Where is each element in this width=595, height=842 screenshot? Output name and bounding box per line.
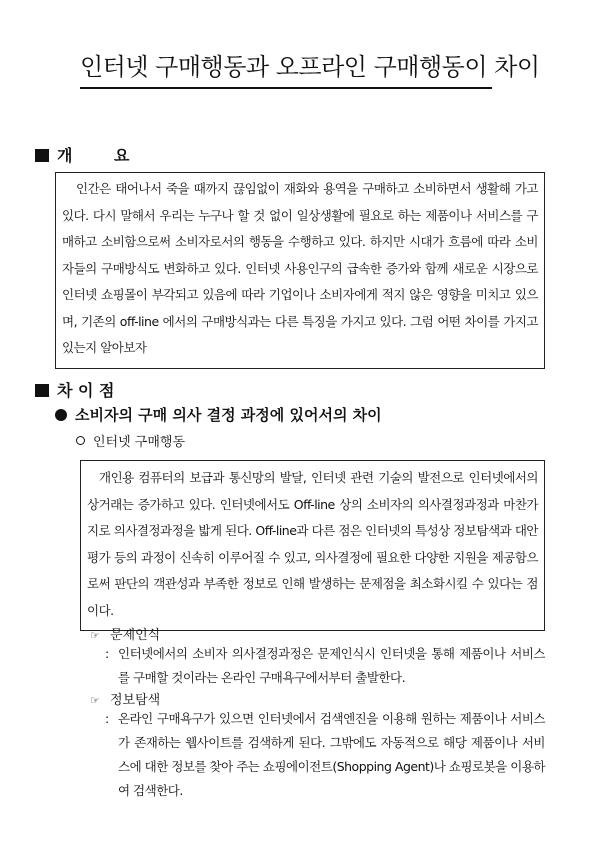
black-square-icon [35,384,49,397]
pointing-hand-icon: ☞ [90,694,100,707]
section-overview-heading [35,143,129,166]
bullet-heading [55,404,382,425]
internet-behavior-text: 개인용 컴퓨터의 보급과 통신망의 발달, 인터넷 관련 기술의 발전으로 인터넷에서의 상거래는 증가하고 있다. 인터넷에서도 Off-line 상의 소비자의 의사결정과정과 마찬가지로 의사결정과정을 밟게 된다. Off-line과 다른 점은 인터넷의 특성상 정보탐색과 대안 평가 등의 과정이 신속히 이루어질 수 있고, 의사결정에 필요한 다양한 지원을 제공함으로써 판단의 객관성과 부족한 정보로 인해 발생하는 문제점을 최소화시킬 수 있다는 점이다. [87,470,538,618]
pointing-hand-icon: ☞ [90,629,100,642]
internet-behavior-box [80,460,545,631]
bullet-heading-text: 소비자의 구매 의사 결정 과정에 있어서의 차이 [75,406,382,424]
document-title: 인터넷 구매행동과 오프라인 구매행동이 차이 [80,53,540,81]
step-heading [90,624,160,643]
step-heading [90,689,160,708]
overview-heading-text: 개 요 [57,146,130,165]
step-label: 정보탐색 [110,693,161,708]
black-square-icon [35,149,49,162]
step-text-block: : 온라인 구매욕구가 있으면 인터넷에서 검색엔진을 이용해 원하는 제품이나 서비스가 존재하는 웹사이트를 검색하게 된다. 그밖에도 자동적으로 해당 제품이나 서비스에 대한 정보를 찾아 주는 쇼핑에이전트(Shopping Agent)나 쇼핑로봇을 이용하여 검색한다. [105,707,545,803]
step-text: 온라인 구매욕구가 있으면 인터넷에서 검색엔진을 이용해 원하는 제품이나 서비스가 존재하는 웹사이트를 검색하게 된다. 그밖에도 자동적으로 해당 제품이나 서비스에 대한 정보를 찾아 주는 쇼핑에이전트(Shopping Agent)나 쇼핑로봇을 이용하여 검색한다. [118,711,545,798]
overview-box [55,172,545,369]
sub-heading [76,431,185,450]
overview-text: 인간은 태어나서 죽을 때까지 끊임없이 재화와 용역을 구매하고 소비하면서 생활해 가고 있다. 다시 말해서 우리는 누구나 할 것 없이 일상생활에 필요로 하는 제품이나 서비스를 구매하고 소비함으로써 소비자로서의 행동을 수행하고 있다. 하지만 시대가 흐름에 따라 소비자들의 구매방식도 변화하고 있다. 인터넷 사용인구의 급속한 증가와 함께 새로운 시장으로 인터넷 쇼핑몰이 부각되고 있음에 따라 기업이나 소비자에게 적지 않은 영향을 미치고 있으며, 기존의 off-line 에서의 구매방식과는 다른 특징을 가지고 있다. 그럼 어떤 차이를 가지고 있는지 알아보자 [62,181,538,355]
sub-heading-text: 인터넷 구매행동 [93,435,186,450]
section-differences-heading [35,378,115,401]
step-label: 문제인식 [110,628,161,643]
step-text: 인터넷에서의 소비자 의사결정과정은 문제인식시 인터넷을 통해 제품이나 서비스를 구매할 것이라는 온라인 구매욕구에서부터 출발한다. [118,646,545,685]
step-text-block: : 인터넷에서의 소비자 의사결정과정은 문제인식시 인터넷을 통해 제품이나 서비스를 구매할 것이라는 온라인 구매욕구에서부터 출발한다. [105,642,545,690]
black-circle-icon [55,409,67,421]
hollow-circle-icon [76,436,85,445]
differences-heading-text: 차 이 점 [57,381,115,400]
title-underline [80,87,492,89]
